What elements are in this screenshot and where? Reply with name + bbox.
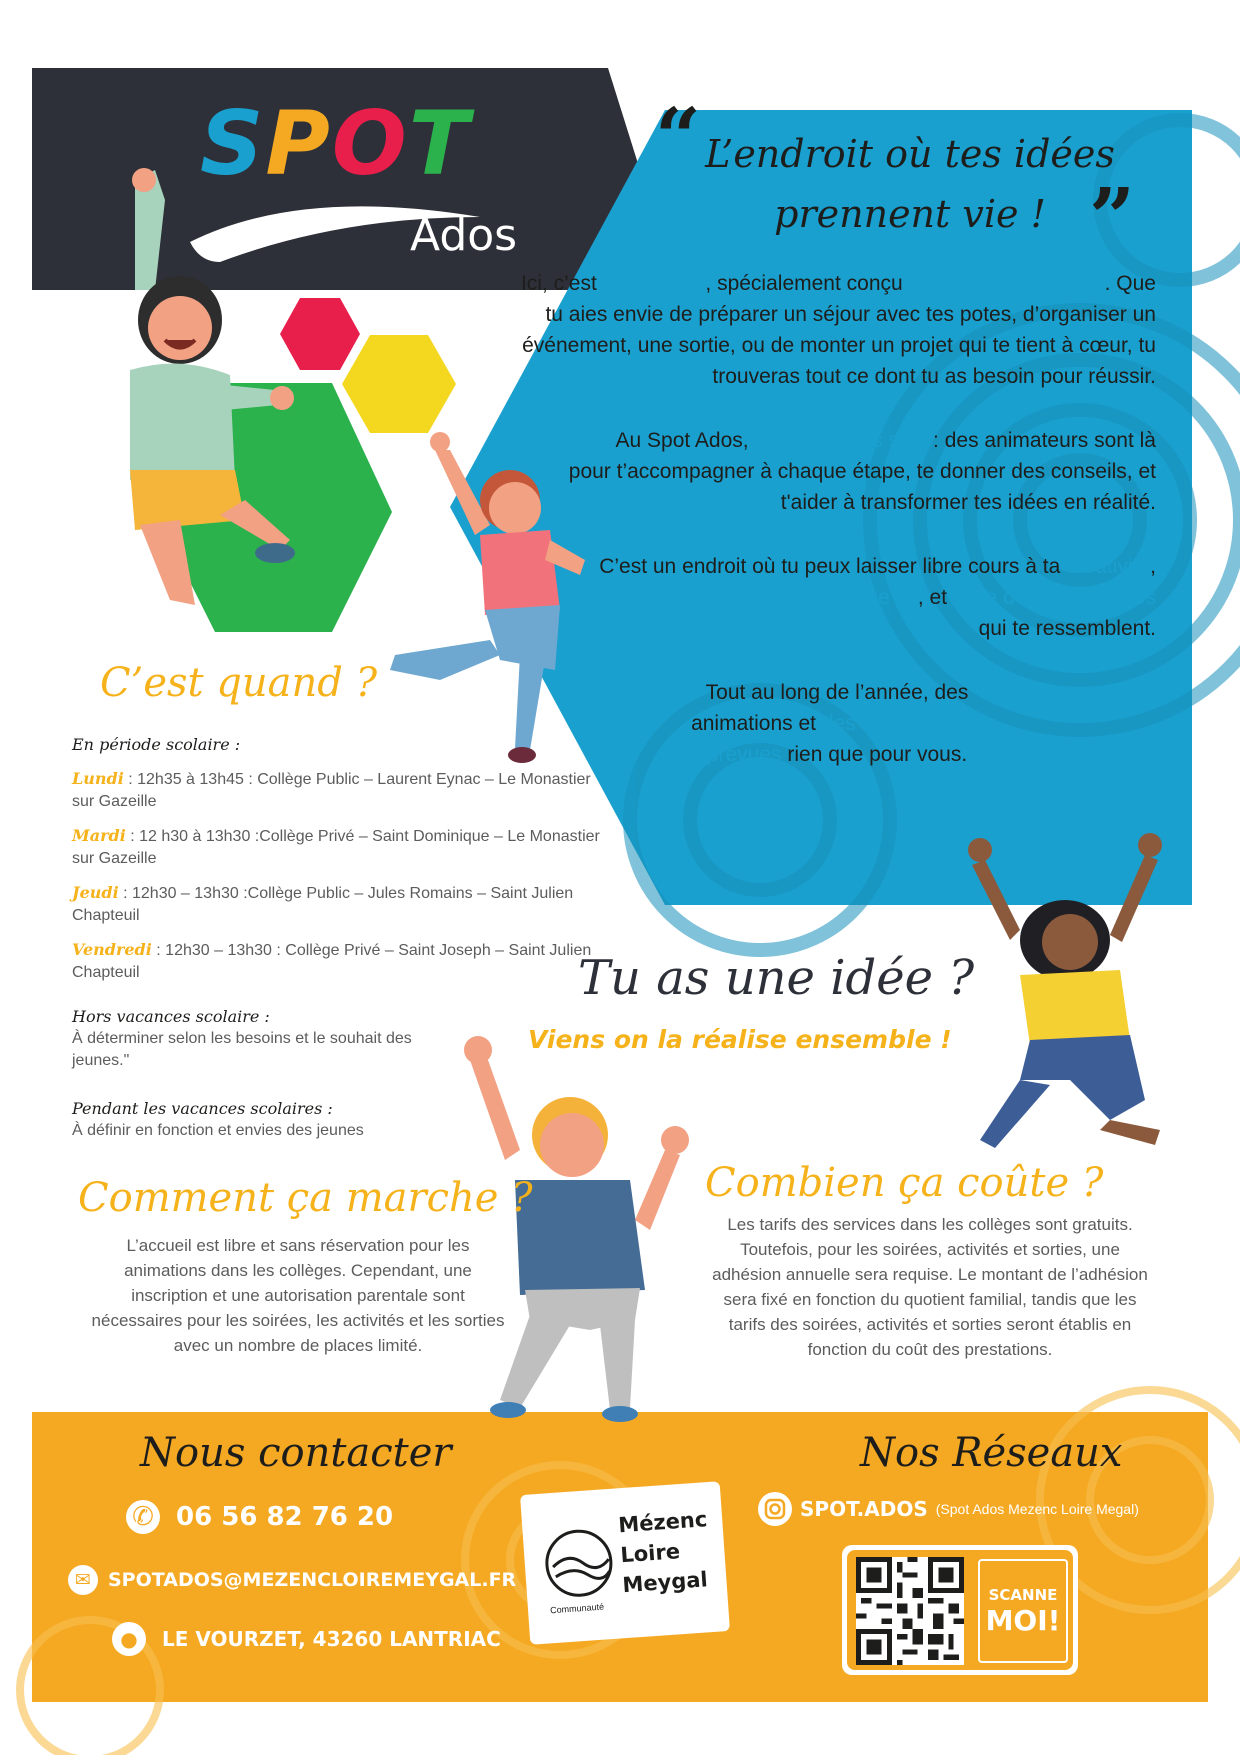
- intro-paragraph-3: [508, 551, 1156, 644]
- quote-line-2: prennent vie !: [774, 192, 1046, 236]
- holiday-in-text: À définir en fonction et envies des jeunes: [72, 1122, 364, 1139]
- phone-number: 06 56 82 76 20: [176, 1502, 394, 1532]
- contact-email[interactable]: [68, 1565, 516, 1595]
- instagram-handle: SPOT.ADOS: [800, 1497, 928, 1521]
- location-pin-icon: ●: [112, 1622, 146, 1656]
- qr-panel[interactable]: [842, 1545, 1078, 1675]
- email-address: SPOTADOS@MEZENCLOIREMEYGAL.FR: [108, 1569, 517, 1591]
- paragraph-text: , et: [917, 586, 953, 609]
- contact-address: [112, 1622, 501, 1656]
- holiday-out-label: Hors vacances scolaire :: [72, 1007, 270, 1026]
- paragraph-text: , spécialement conçu: [705, 272, 909, 295]
- partner-line-2: Loire: [619, 1539, 681, 1568]
- network-title: Nos Réseaux: [860, 1430, 1123, 1476]
- highlight-text: vivre des expériences: [952, 586, 1156, 609]
- holiday-out-text: À déterminer selon les besoins et le souhait des jeunes.": [72, 1030, 412, 1069]
- cost-title: Combien ça coûte ?: [705, 1160, 1104, 1206]
- idea-title: Tu as une idée ?: [578, 950, 975, 1006]
- paragraph-text: rien que pour vous.: [781, 743, 968, 766]
- phone-icon: ✆: [126, 1500, 160, 1534]
- paragraph-text: ,: [1150, 555, 1156, 578]
- schedule-friday: Vendredi : 12h30 – 13h30 : Collège Privé – Saint Joseph – Saint Julien Chapteuil: [72, 940, 592, 981]
- qr-code: [856, 1557, 964, 1665]
- schedule-monday: Lundi : 12h35 à 13h45 : Collège Public – Laurent Eynac – Le Monastier sur Gazeille: [72, 769, 591, 810]
- mail-icon: ✉: [68, 1565, 98, 1595]
- logo-brand: SPOT: [200, 92, 471, 195]
- paragraph-text: Au Spot Ados,: [615, 429, 755, 452]
- open-quote-mark: “: [655, 90, 702, 184]
- when-title: C’est quand ?: [100, 660, 378, 706]
- girl-right-illustration: [960, 830, 1180, 1160]
- highlight-text: des activités sont prévues: [706, 712, 983, 766]
- school-label: En période scolaire :: [72, 735, 241, 754]
- address: LE VOURZET, 43260 LANTRIAC: [162, 1627, 501, 1651]
- partner-line-1: Mézenc: [617, 1507, 708, 1538]
- when-section: [72, 734, 612, 1142]
- schedule-thursday: Jeudi : 12h30 – 13h30 :Collège Public – Jules Romains – Saint Julien Chapteuil: [72, 883, 574, 924]
- paragraph-text: Ici, c’est: [520, 272, 603, 295]
- spot-logo: [200, 92, 530, 272]
- idea-subtitle: Viens on la réalise ensemble !: [528, 1025, 952, 1054]
- contact-title: Nous contacter: [140, 1430, 452, 1476]
- close-quote-mark: ”: [1088, 170, 1135, 264]
- intro-paragraph-1: [508, 268, 1156, 392]
- instagram-icon: [758, 1492, 792, 1526]
- logo-sub: Ados: [410, 210, 518, 261]
- contact-phone[interactable]: [126, 1500, 393, 1534]
- quote-block: [655, 90, 1155, 264]
- scan-line-2: MOI!: [985, 1603, 1061, 1637]
- partner-arc-text: Communauté: [549, 1601, 605, 1616]
- intro-paragraph-2: [508, 425, 1156, 518]
- quote-line-1: L’endroit où tes idées: [705, 132, 1115, 176]
- holiday-in-label: Pendant les vacances scolaires :: [72, 1099, 333, 1118]
- how-text: L’accueil est libre et sans réservation pour les animations dans les collèges. Cependant, une inscription et une autorisation parentale sont nécessaires pour les soirées, les activités et les sorties avec un nombre de places limité.: [91, 1236, 505, 1355]
- partner-logo: [520, 1481, 730, 1645]
- paragraph-text: Tout au long de l’année, des animations et: [691, 681, 969, 735]
- yellow-hexagon: [342, 335, 456, 433]
- instagram-note: (Spot Ados Mezenc Loire Megal): [935, 1501, 1139, 1517]
- highlight-text: rencontrer d’autres jeunes comme toi: [571, 586, 918, 609]
- cost-text: Les tarifs des services dans les collèges sont gratuits. Toutefois, pour les soirées, activités et sorties, une adhésion annuelle sera requise. Le montant de l’adhésion sera fixé en fonction du quotient familial, tandis que les tarifs des soirées, activités et sorties seront établis en fonction du coût des prestations.: [712, 1215, 1148, 1359]
- highlight-text: ton espace: [602, 272, 706, 295]
- partner-emblem: [536, 1521, 621, 1606]
- schedule-tuesday: Mardi : 12 h30 à 13h30 :Collège Privé – Saint Dominique – Le Monastier sur Gazeille: [72, 826, 600, 867]
- paragraph-text: : des animateurs sont là pour t’accompagner à chaque étape, te donner des conseils, et t'aider à transformer tes idées en réalité.: [568, 429, 1156, 514]
- paragraph-text: qui te ressemblent.: [978, 617, 1156, 640]
- partner-line-3: Meygal: [621, 1567, 709, 1598]
- scan-me-box: [978, 1559, 1068, 1663]
- highlight-text: tu n’es jamais seul: [754, 429, 928, 452]
- highlight-text: créativité: [1066, 555, 1151, 578]
- how-title: Comment ça marche ?: [78, 1175, 533, 1221]
- instagram-handle-row[interactable]: [758, 1492, 1139, 1526]
- paragraph-text: C’est un endroit où tu peux laisser libre cours à ta: [599, 555, 1067, 578]
- intro-text: [508, 268, 1156, 803]
- highlight-text: pour toi et tes projets: [908, 272, 1105, 295]
- paragraph-text: . Que tu aies envie de préparer un séjour avec tes potes, d’organiser un événement, une sortie, ou de monter un projet qui te tient à cœur, tu trouveras tout ce dont tu as besoin pour réussir.: [522, 272, 1156, 388]
- scan-line-1: SCANNE: [988, 1585, 1058, 1604]
